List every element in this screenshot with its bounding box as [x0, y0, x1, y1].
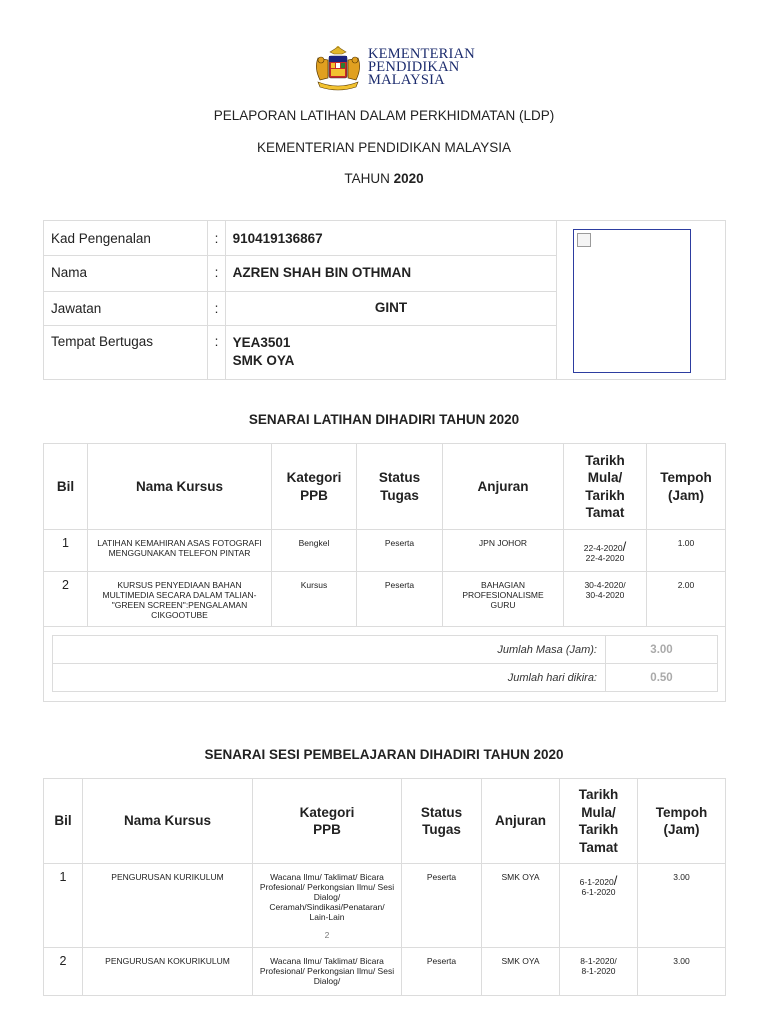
row-tempoh: 1.00 [647, 530, 726, 572]
profile-photo [573, 229, 691, 373]
row-bil: 1 [44, 530, 88, 572]
profile-label: Nama [44, 256, 208, 292]
profile-label: Jawatan [44, 292, 208, 326]
row-tarikh-slash: / [622, 539, 627, 554]
col-bil-header: Bil [44, 444, 88, 530]
row-kategori: Bengkel [272, 530, 357, 572]
row-status: Peserta [402, 948, 482, 996]
ministry-name: KEMENTERIAN PENDIDIKAN MALAYSIA [256, 140, 512, 155]
table-row [44, 572, 726, 627]
row-tarikh-slash: / [613, 873, 618, 888]
profile-colon: : [208, 221, 225, 256]
col-status-header: Status Tugas [402, 779, 482, 864]
row-anjuran: JPN JOHOR [443, 530, 564, 572]
row-tarikh-mula: 8-1-2020/ [580, 956, 617, 966]
table-row [44, 864, 726, 948]
row-tarikh [564, 530, 647, 572]
sessions-section-title: SENARAI SESI PEMBELAJARAN DIHADIRI TAHUN 2020 [204, 747, 564, 762]
row-bil: 2 [44, 948, 83, 996]
row-tarikh [560, 948, 638, 996]
row-kategori: Wacana Ilmu/ Taklimat/ Bicara Profesional/ Perkongsian Ilmu/ Sesi Dialog/ [253, 948, 402, 996]
sessions-table [43, 778, 726, 996]
row-tempoh: 2.00 [647, 572, 726, 627]
training-summary [43, 626, 726, 702]
col-status-header: Status Tugas [357, 444, 443, 530]
row-nama-kursus: KURSUS PENYEDIAAN BAHAN MULTIMEDIA SECARA DALAM TALIAN- "GREEN SCREEN":PENGALAMAN CIKGOOTUBE [88, 572, 272, 627]
training-header-row [44, 444, 726, 530]
training-section-title: SENARAI LATIHAN DIHADIRI TAHUN 2020 [248, 412, 520, 427]
col-tempoh-header: Tempoh (Jam) [638, 779, 726, 864]
row-anjuran: SMK OYA [482, 864, 560, 948]
profile-colon: : [208, 256, 225, 292]
profile-label: Kad Pengenalan [44, 221, 208, 256]
col-bil-header: Bil [44, 779, 83, 864]
summary-row-hari [53, 664, 718, 692]
sessions-header-row [44, 779, 726, 864]
broken-image-icon [577, 233, 591, 247]
summary-row-jam [53, 636, 718, 664]
col-tempoh-header: Tempoh (Jam) [647, 444, 726, 530]
coat-of-arms-icon [312, 46, 364, 94]
summary-table [52, 635, 718, 692]
row-tempoh: 3.00 [638, 864, 726, 948]
col-anjuran-header: Anjuran [443, 444, 564, 530]
row-status: Peserta [402, 864, 482, 948]
ic-number-value: 910419136867 [225, 221, 557, 256]
row-nama-kursus: LATIHAN KEMAHIRAN ASAS FOTOGRAFI MENGGUNAKAN TELEFON PINTAR [88, 530, 272, 572]
row-tarikh-mula: 22-4-2020 [583, 543, 623, 553]
jumlah-hari-value: 0.50 [606, 664, 718, 692]
profile-row-ic [44, 221, 726, 256]
workplace-code: YEA3501 [232, 335, 291, 350]
row-tarikh-tamat: 22-4-2020 [585, 553, 625, 563]
row-kategori [253, 864, 402, 948]
row-tarikh-mula: 30-4-2020/ [584, 580, 626, 590]
training-table [43, 443, 726, 627]
col-tarikh-header: Tarikh Mula/ Tarikh Tamat [560, 779, 638, 864]
jumlah-masa-label: Jumlah Masa (Jam): [53, 636, 606, 664]
year-label: TAHUN [344, 171, 390, 186]
logo-line-2: PENDIDIKAN [368, 59, 460, 75]
logo-line-1: KEMENTERIAN [368, 46, 475, 62]
jumlah-hari-label: Jumlah hari dikira: [53, 664, 606, 692]
col-nama-header: Nama Kursus [88, 444, 272, 530]
position-value: GINT [225, 292, 557, 326]
row-anjuran: BAHAGIAN PROFESIONALISME GURU [443, 572, 564, 627]
row-nama-kursus: PENGURUSAN KURIKULUM [83, 864, 253, 948]
jumlah-masa-value: 3.00 [606, 636, 718, 664]
logo-line-3: MALAYSIA [368, 72, 445, 88]
report-year [0, 171, 768, 186]
profile-colon: : [208, 326, 225, 380]
row-kategori: Kursus [272, 572, 357, 627]
row-kategori-text: Wacana Ilmu/ Taklimat/ Bicara Profesional/ Perkongsian Ilmu/ Sesi Dialog/ Ceramah/Sindikasi/Penataran/ Lain-Lain [259, 872, 395, 922]
row-status: Peserta [357, 530, 443, 572]
row-tarikh-tamat: 6-1-2020 [581, 887, 616, 897]
col-tarikh-header: Tarikh Mula/ Tarikh Tamat [564, 444, 647, 530]
workplace-value [225, 326, 557, 380]
year-value: 2020 [393, 171, 424, 186]
photo-cell [557, 221, 726, 380]
row-anjuran: SMK OYA [482, 948, 560, 996]
row-tarikh [564, 572, 647, 627]
row-tarikh-mula: 6-1-2020 [579, 877, 614, 887]
name-value: AZREN SHAH BIN OTHMAN [225, 256, 557, 292]
col-anjuran-header: Anjuran [482, 779, 560, 864]
row-status: Peserta [357, 572, 443, 627]
profile-table [43, 220, 726, 380]
row-tarikh [560, 864, 638, 948]
col-nama-header: Nama Kursus [83, 779, 253, 864]
col-kategori-header: Kategori PPB [272, 444, 357, 530]
row-tempoh: 3.00 [638, 948, 726, 996]
logo-text [368, 48, 475, 87]
page-number: 2 [324, 930, 330, 940]
table-row [44, 530, 726, 572]
ministry-logo [312, 46, 475, 94]
row-tarikh-tamat: 8-1-2020 [581, 966, 616, 976]
report-title: PELAPORAN LATIHAN DALAM PERKHIDMATAN (LDP) [213, 108, 555, 123]
row-bil: 1 [44, 864, 83, 948]
row-bil: 2 [44, 572, 88, 627]
row-nama-kursus: PENGURUSAN KOKURIKULUM [83, 948, 253, 996]
row-tarikh-tamat: 30-4-2020 [585, 590, 625, 600]
workplace-school: SMK OYA [232, 353, 295, 368]
profile-label: Tempat Bertugas [44, 326, 208, 380]
col-kategori-header: Kategori PPB [253, 779, 402, 864]
table-row [44, 948, 726, 996]
profile-colon: : [208, 292, 225, 326]
